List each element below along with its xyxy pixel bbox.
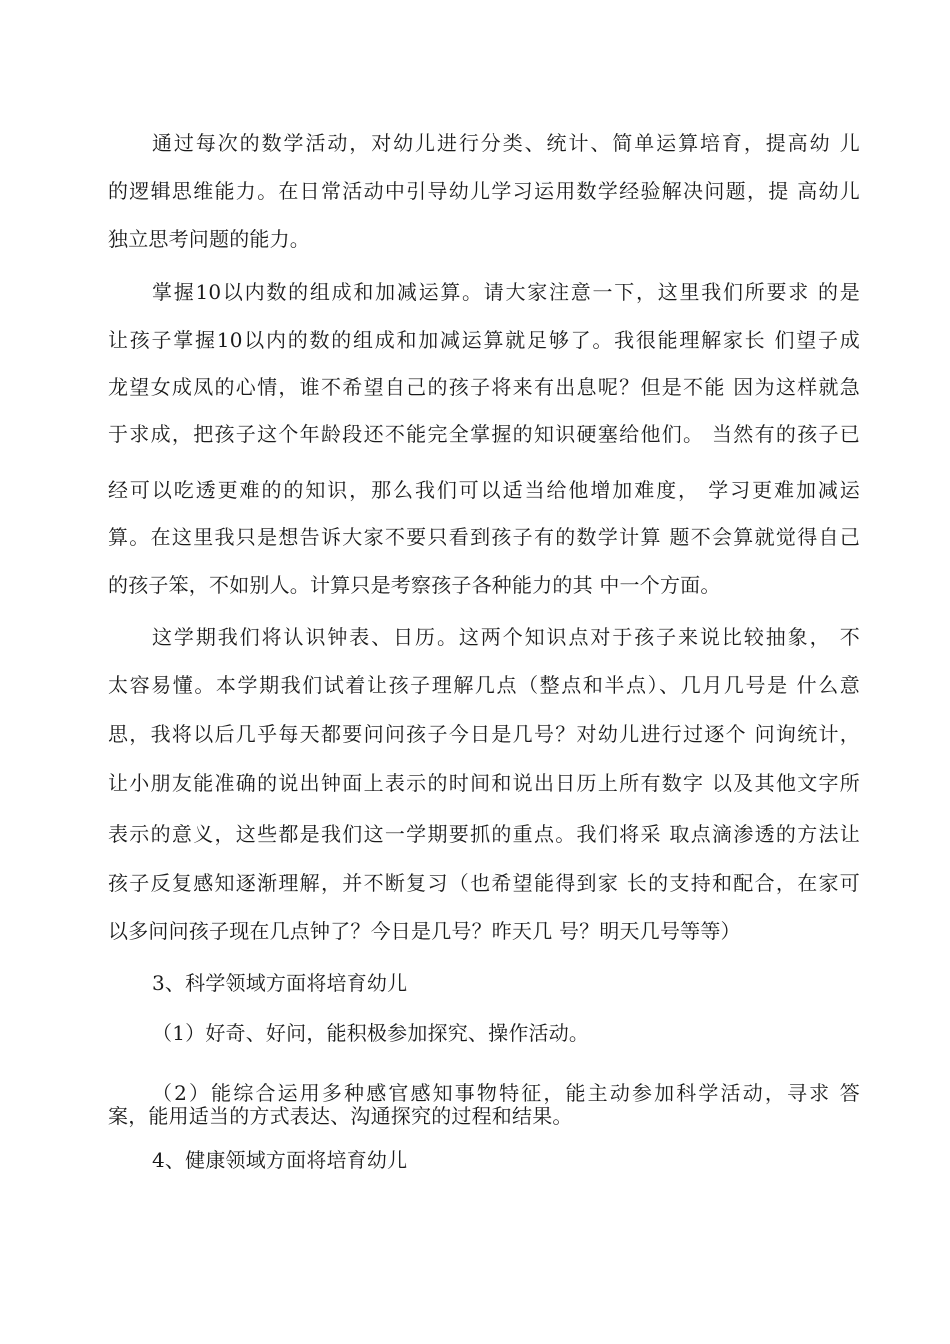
section-heading: 4、健康领域方面将培育幼儿 bbox=[152, 1148, 408, 1172]
list-item: （2）能综合运用多种感官感知事物特征，能主动参加科学活动，寻求 答 bbox=[152, 1081, 860, 1105]
text-line: 这学期我们将认识钟表、日历。这两个知识点对于孩子来说比较抽象， 不 bbox=[152, 625, 860, 649]
section-heading: 3、科学领域方面将培育幼儿 bbox=[152, 971, 408, 995]
text-line: 案，能用适当的方式表达、沟通探究的过程和结果。 bbox=[108, 1104, 573, 1128]
text-line: 的逻辑思维能力。在日常活动中引导幼儿学习运用数学经验解决问题，提 高幼儿 bbox=[108, 179, 860, 203]
text-line: 独立思考问题的能力。 bbox=[108, 227, 310, 251]
text-line: 让孩子掌握10以内的数的组成和加减运算就足够了。我很能理解家长 们望子成 bbox=[108, 328, 860, 352]
text-line: 表示的意义，这些都是我们这一学期要抓的重点。我们将采 取点滴渗透的方法让 bbox=[108, 822, 860, 846]
text-line: 经可以吃透更难的的知识，那么我们可以适当给他增加难度， 学习更难加减运 bbox=[108, 478, 860, 502]
text-line: 的孩子笨，不如别人。计算只是考察孩子各种能力的其 中一个方面。 bbox=[108, 573, 721, 597]
text-line: 思，我将以后几乎每天都要问问孩子今日是几号？对幼儿进行过逐个 问询统计， bbox=[108, 722, 860, 746]
text-line: 让小朋友能准确的说出钟面上表示的时间和说出日历上所有数字 以及其他文字所 bbox=[108, 771, 860, 795]
text-line: 掌握10以内数的组成和加减运算。请大家注意一下，这里我们所要求 的是 bbox=[152, 280, 860, 304]
text-line: 于求成，把孩子这个年龄段还不能完全掌握的知识硬塞给他们。 当然有的孩子已 bbox=[108, 422, 860, 446]
text-line: 龙望女成凤的心情，谁不希望自己的孩子将来有出息呢？但是不能 因为这样就急 bbox=[108, 375, 860, 399]
text-line: 孩子反复感知逐渐理解，并不断复习（也希望能得到家 长的支持和配合，在家可 bbox=[108, 871, 860, 895]
text-line: 算。在这里我只是想告诉大家不要只看到孩子有的数学计算 题不会算就觉得自己 bbox=[108, 525, 860, 549]
text-line: 以多问问孩子现在几点钟了？今日是几号？昨天几 号？明天几号等等） bbox=[108, 919, 741, 943]
list-item: （1）好奇、好问，能积极参加探究、操作活动。 bbox=[152, 1021, 590, 1045]
text-line: 太容易懂。本学期我们试着让孩子理解几点（整点和半点）、几月几号是 什么意 bbox=[108, 673, 860, 697]
text-line: 通过每次的数学活动，对幼儿进行分类、统计、简单运算培育，提高幼 儿 bbox=[152, 131, 860, 155]
